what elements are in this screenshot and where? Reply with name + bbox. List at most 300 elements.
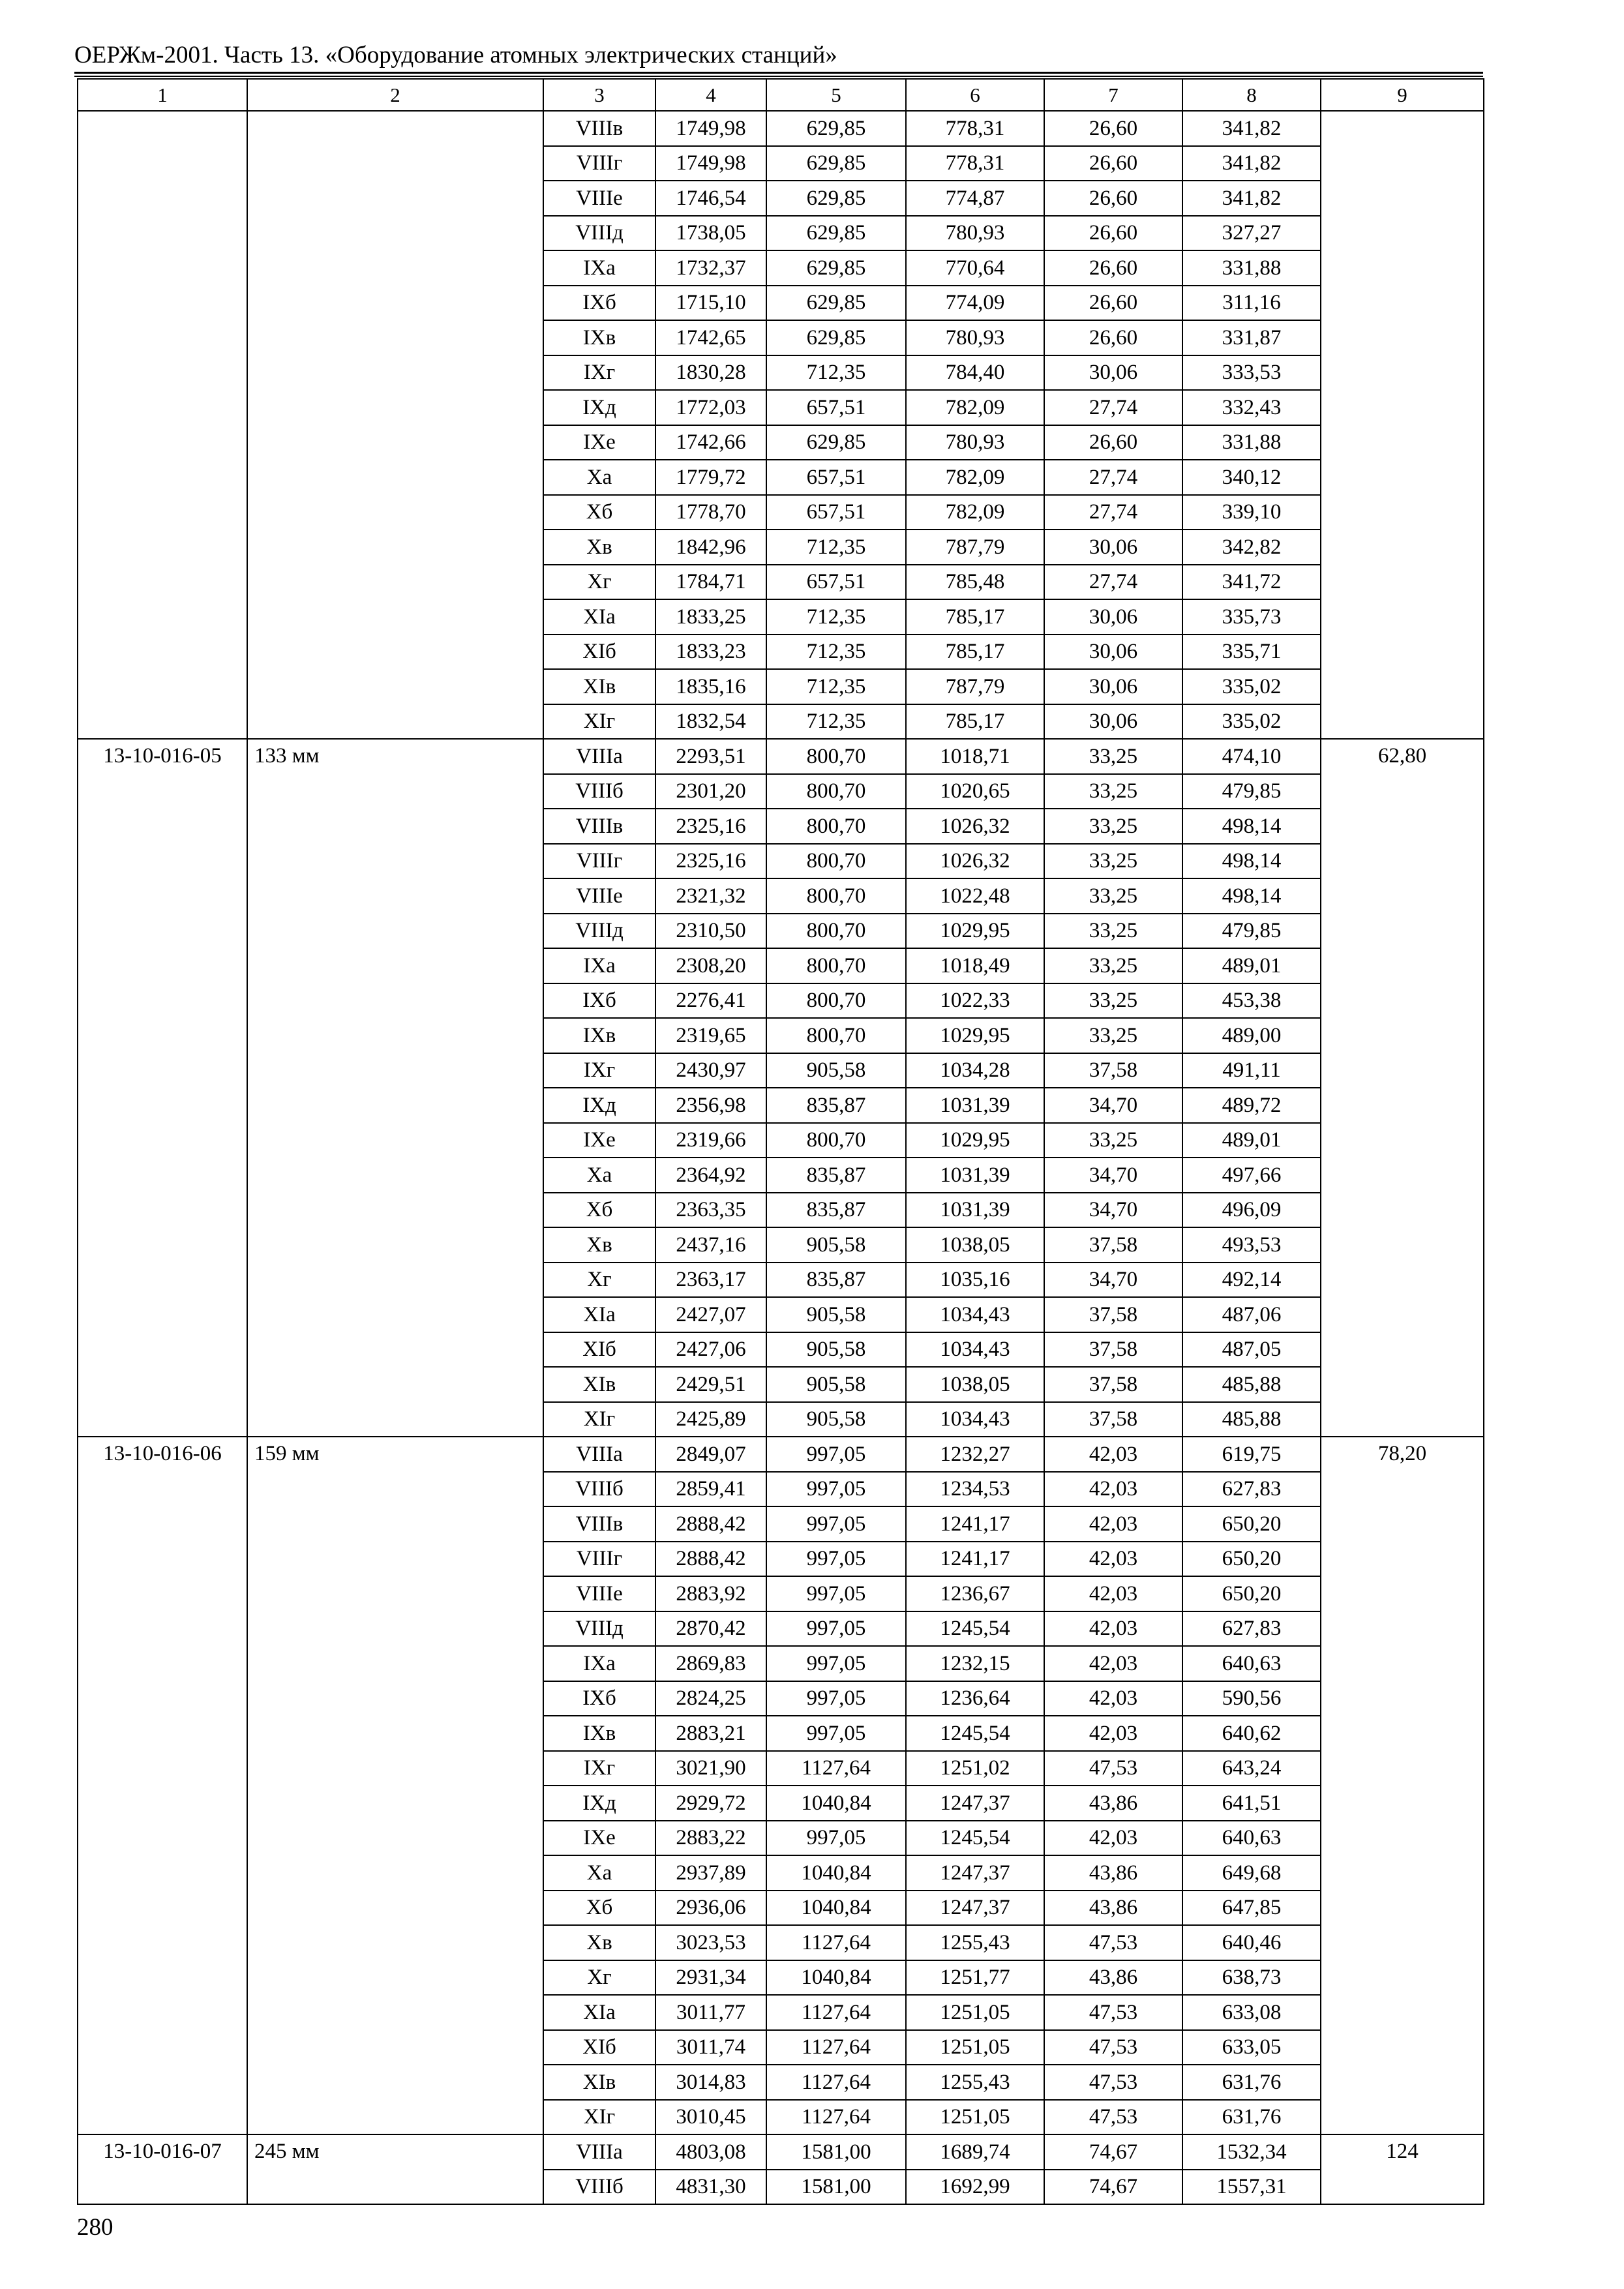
value-cell-col5: 657,51 <box>766 390 906 425</box>
value-cell-col6: 1245,54 <box>906 1611 1044 1647</box>
value-cell-col5: 905,58 <box>766 1332 906 1368</box>
value-cell-col6: 1029,95 <box>906 914 1044 949</box>
value-cell-col5: 800,70 <box>766 844 906 879</box>
column-header-7: 7 <box>1044 79 1182 111</box>
value-cell-col8: 341,82 <box>1182 111 1321 146</box>
rates-table <box>77 78 1484 2205</box>
value-cell-col8: 341,82 <box>1182 146 1321 181</box>
value-cell-col4: 2356,98 <box>655 1088 766 1123</box>
value-cell-col8: 311,16 <box>1182 286 1321 321</box>
value-cell-col6: 782,09 <box>906 390 1044 425</box>
column-number-row <box>78 79 1484 111</box>
value-cell-col4: 2849,07 <box>655 1437 766 1472</box>
value-cell-col5: 629,85 <box>766 320 906 355</box>
value-cell-col6: 1245,54 <box>906 1821 1044 1856</box>
value-cell-col7: 33,25 <box>1044 739 1182 774</box>
category-cell: VIIIд <box>543 216 655 251</box>
value-cell-col7: 47,53 <box>1044 1751 1182 1786</box>
value-cell-col8: 496,09 <box>1182 1193 1321 1228</box>
value-cell-col4: 1772,03 <box>655 390 766 425</box>
value-cell-col8: 497,66 <box>1182 1158 1321 1193</box>
value-cell-col8: 498,14 <box>1182 878 1321 914</box>
value-cell-col8: 485,88 <box>1182 1367 1321 1402</box>
value-cell-col6: 780,93 <box>906 216 1044 251</box>
value-cell-col4: 4803,08 <box>655 2134 766 2170</box>
value-cell-col6: 1251,05 <box>906 2030 1044 2065</box>
column-header-4: 4 <box>655 79 766 111</box>
value-cell-col4: 3021,90 <box>655 1751 766 1786</box>
category-cell: XIг <box>543 1402 655 1437</box>
value-cell-col5: 629,85 <box>766 146 906 181</box>
value-cell-col4: 1742,65 <box>655 320 766 355</box>
value-cell-col7: 26,60 <box>1044 320 1182 355</box>
column-header-5: 5 <box>766 79 906 111</box>
value-cell-col8: 333,53 <box>1182 355 1321 391</box>
value-cell-col4: 2937,89 <box>655 1855 766 1891</box>
value-cell-col7: 42,03 <box>1044 1542 1182 1577</box>
col9-value-cell <box>1321 111 1484 739</box>
value-cell-col4: 2888,42 <box>655 1506 766 1542</box>
value-cell-col5: 800,70 <box>766 948 906 983</box>
value-cell-col6: 787,79 <box>906 669 1044 704</box>
value-cell-col6: 780,93 <box>906 425 1044 460</box>
value-cell-col5: 835,87 <box>766 1193 906 1228</box>
value-cell-col7: 47,53 <box>1044 1995 1182 2030</box>
value-cell-col7: 47,53 <box>1044 2030 1182 2065</box>
value-cell-col6: 1034,43 <box>906 1332 1044 1368</box>
value-cell-col6: 1234,53 <box>906 1472 1044 1507</box>
pipe-diameter-cell: 245 мм <box>247 2134 543 2204</box>
value-cell-col7: 34,70 <box>1044 1158 1182 1193</box>
value-cell-col4: 2308,20 <box>655 948 766 983</box>
category-cell: Xв <box>543 1925 655 1960</box>
value-cell-col7: 33,25 <box>1044 809 1182 844</box>
value-cell-col4: 2325,16 <box>655 844 766 879</box>
value-cell-col6: 1034,28 <box>906 1053 1044 1088</box>
value-cell-col6: 1031,39 <box>906 1193 1044 1228</box>
table-row <box>78 111 1484 146</box>
category-cell: XIа <box>543 1297 655 1332</box>
value-cell-col7: 33,25 <box>1044 983 1182 1019</box>
value-cell-col8: 1532,34 <box>1182 2134 1321 2170</box>
value-cell-col7: 26,60 <box>1044 216 1182 251</box>
category-cell: VIIIе <box>543 1576 655 1611</box>
value-cell-col4: 3014,83 <box>655 2065 766 2100</box>
value-cell-col8: 650,20 <box>1182 1576 1321 1611</box>
value-cell-col7: 27,74 <box>1044 460 1182 495</box>
value-cell-col4: 1833,25 <box>655 599 766 635</box>
value-cell-col6: 1029,95 <box>906 1018 1044 1053</box>
value-cell-col4: 2883,21 <box>655 1716 766 1751</box>
value-cell-col4: 1835,16 <box>655 669 766 704</box>
value-cell-col7: 43,86 <box>1044 1891 1182 1926</box>
value-cell-col5: 800,70 <box>766 739 906 774</box>
value-cell-col4: 1784,71 <box>655 565 766 600</box>
category-cell: XIа <box>543 1995 655 2030</box>
value-cell-col4: 2429,51 <box>655 1367 766 1402</box>
value-cell-col8: 489,72 <box>1182 1088 1321 1123</box>
value-cell-col8: 335,02 <box>1182 669 1321 704</box>
value-cell-col5: 997,05 <box>766 1576 906 1611</box>
category-cell: IXв <box>543 1018 655 1053</box>
value-cell-col5: 1127,64 <box>766 2100 906 2135</box>
category-cell: Xг <box>543 1960 655 1996</box>
value-cell-col4: 2364,92 <box>655 1158 766 1193</box>
value-cell-col7: 42,03 <box>1044 1681 1182 1716</box>
value-cell-col5: 1581,00 <box>766 2134 906 2170</box>
value-cell-col8: 341,72 <box>1182 565 1321 600</box>
value-cell-col7: 37,58 <box>1044 1297 1182 1332</box>
category-cell: Xв <box>543 1227 655 1263</box>
category-cell: VIIIв <box>543 809 655 844</box>
category-cell: XIг <box>543 704 655 740</box>
value-cell-col6: 1020,65 <box>906 774 1044 809</box>
value-cell-col6: 780,93 <box>906 320 1044 355</box>
value-cell-col8: 485,88 <box>1182 1402 1321 1437</box>
col9-value-cell: 62,80 <box>1321 739 1484 1437</box>
category-cell: IXб <box>543 286 655 321</box>
value-cell-col5: 712,35 <box>766 669 906 704</box>
value-cell-col5: 800,70 <box>766 809 906 844</box>
value-cell-col4: 1832,54 <box>655 704 766 740</box>
value-cell-col6: 782,09 <box>906 460 1044 495</box>
table-row <box>78 1437 1484 1472</box>
value-cell-col7: 30,06 <box>1044 530 1182 565</box>
value-cell-col5: 905,58 <box>766 1367 906 1402</box>
value-cell-col7: 42,03 <box>1044 1576 1182 1611</box>
value-cell-col5: 629,85 <box>766 425 906 460</box>
value-cell-col8: 619,75 <box>1182 1437 1321 1472</box>
value-cell-col8: 489,00 <box>1182 1018 1321 1053</box>
value-cell-col7: 37,58 <box>1044 1402 1182 1437</box>
value-cell-col5: 1127,64 <box>766 2030 906 2065</box>
value-cell-col6: 1251,05 <box>906 2100 1044 2135</box>
value-cell-col4: 2427,07 <box>655 1297 766 1332</box>
value-cell-col8: 650,20 <box>1182 1542 1321 1577</box>
value-cell-col4: 2319,65 <box>655 1018 766 1053</box>
table-row <box>78 2134 1484 2170</box>
value-cell-col5: 800,70 <box>766 774 906 809</box>
pipe-diameter-cell <box>247 111 543 739</box>
category-cell: IXд <box>543 1088 655 1123</box>
category-cell: IXа <box>543 948 655 983</box>
category-cell: IXд <box>543 390 655 425</box>
column-header-3: 3 <box>543 79 655 111</box>
category-cell: Xв <box>543 530 655 565</box>
value-cell-col4: 1749,98 <box>655 146 766 181</box>
value-cell-col4: 2437,16 <box>655 1227 766 1263</box>
value-cell-col8: 647,85 <box>1182 1891 1321 1926</box>
col9-value-cell: 78,20 <box>1321 1437 1484 2134</box>
value-cell-col6: 774,09 <box>906 286 1044 321</box>
value-cell-col5: 657,51 <box>766 565 906 600</box>
value-cell-col7: 26,60 <box>1044 181 1182 216</box>
rate-code-cell: 13-10-016-05 <box>78 739 247 1437</box>
value-cell-col5: 905,58 <box>766 1402 906 1437</box>
value-cell-col5: 997,05 <box>766 1821 906 1856</box>
value-cell-col5: 712,35 <box>766 530 906 565</box>
category-cell: Xб <box>543 495 655 530</box>
value-cell-col6: 1689,74 <box>906 2134 1044 2170</box>
category-cell: VIIIв <box>543 111 655 146</box>
value-cell-col7: 74,67 <box>1044 2170 1182 2205</box>
value-cell-col8: 474,10 <box>1182 739 1321 774</box>
value-cell-col4: 3011,77 <box>655 1995 766 2030</box>
value-cell-col5: 905,58 <box>766 1297 906 1332</box>
value-cell-col5: 1581,00 <box>766 2170 906 2205</box>
value-cell-col4: 2363,17 <box>655 1263 766 1298</box>
value-cell-col6: 1247,37 <box>906 1891 1044 1926</box>
value-cell-col8: 479,85 <box>1182 914 1321 949</box>
value-cell-col4: 1738,05 <box>655 216 766 251</box>
value-cell-col4: 2276,41 <box>655 983 766 1019</box>
value-cell-col6: 1232,15 <box>906 1646 1044 1681</box>
value-cell-col8: 633,05 <box>1182 2030 1321 2065</box>
value-cell-col4: 2929,72 <box>655 1786 766 1821</box>
value-cell-col7: 74,67 <box>1044 2134 1182 2170</box>
value-cell-col8: 479,85 <box>1182 774 1321 809</box>
value-cell-col6: 1035,16 <box>906 1263 1044 1298</box>
value-cell-col8: 641,51 <box>1182 1786 1321 1821</box>
value-cell-col6: 1031,39 <box>906 1088 1044 1123</box>
column-header-6: 6 <box>906 79 1044 111</box>
col9-value-cell: 124 <box>1321 2134 1484 2204</box>
value-cell-col7: 47,53 <box>1044 2100 1182 2135</box>
value-cell-col5: 1127,64 <box>766 1925 906 1960</box>
value-cell-col5: 800,70 <box>766 878 906 914</box>
value-cell-col6: 1255,43 <box>906 1925 1044 1960</box>
value-cell-col7: 30,06 <box>1044 635 1182 670</box>
category-cell: VIIIг <box>543 844 655 879</box>
rate-code-cell <box>78 111 247 739</box>
value-cell-col6: 785,17 <box>906 599 1044 635</box>
category-cell: IXг <box>543 355 655 391</box>
category-cell: VIIIе <box>543 878 655 914</box>
value-cell-col6: 1018,49 <box>906 948 1044 983</box>
value-cell-col5: 835,87 <box>766 1263 906 1298</box>
value-cell-col5: 629,85 <box>766 111 906 146</box>
value-cell-col7: 26,60 <box>1044 250 1182 286</box>
category-cell: VIIIа <box>543 2134 655 2170</box>
value-cell-col8: 638,73 <box>1182 1960 1321 1996</box>
value-cell-col5: 629,85 <box>766 286 906 321</box>
value-cell-col4: 1778,70 <box>655 495 766 530</box>
value-cell-col4: 2824,25 <box>655 1681 766 1716</box>
value-cell-col8: 640,63 <box>1182 1821 1321 1856</box>
value-cell-col6: 1022,48 <box>906 878 1044 914</box>
value-cell-col8: 627,83 <box>1182 1472 1321 1507</box>
category-cell: IXд <box>543 1786 655 1821</box>
value-cell-col6: 1236,67 <box>906 1576 1044 1611</box>
value-cell-col4: 2869,83 <box>655 1646 766 1681</box>
value-cell-col5: 997,05 <box>766 1506 906 1542</box>
page-header-title: ОЕРЖм-2001. Часть 13. «Оборудование атомных электрических станций» <box>74 42 837 68</box>
category-cell: IXб <box>543 983 655 1019</box>
value-cell-col4: 4831,30 <box>655 2170 766 2205</box>
value-cell-col6: 1692,99 <box>906 2170 1044 2205</box>
value-cell-col8: 335,02 <box>1182 704 1321 740</box>
value-cell-col6: 778,31 <box>906 111 1044 146</box>
value-cell-col6: 1247,37 <box>906 1786 1044 1821</box>
category-cell: Xг <box>543 1263 655 1298</box>
value-cell-col7: 47,53 <box>1044 1925 1182 1960</box>
value-cell-col6: 785,17 <box>906 704 1044 740</box>
value-cell-col5: 712,35 <box>766 599 906 635</box>
value-cell-col4: 2310,50 <box>655 914 766 949</box>
category-cell: Xа <box>543 460 655 495</box>
category-cell: Xб <box>543 1891 655 1926</box>
value-cell-col8: 498,14 <box>1182 844 1321 879</box>
value-cell-col5: 835,87 <box>766 1158 906 1193</box>
category-cell: IXб <box>543 1681 655 1716</box>
value-cell-col4: 3023,53 <box>655 1925 766 1960</box>
value-cell-col8: 342,82 <box>1182 530 1321 565</box>
value-cell-col6: 1026,32 <box>906 844 1044 879</box>
value-cell-col8: 631,76 <box>1182 2100 1321 2135</box>
value-cell-col7: 42,03 <box>1044 1611 1182 1647</box>
value-cell-col8: 631,76 <box>1182 2065 1321 2100</box>
value-cell-col4: 1732,37 <box>655 250 766 286</box>
value-cell-col6: 1026,32 <box>906 809 1044 844</box>
value-cell-col7: 37,58 <box>1044 1227 1182 1263</box>
value-cell-col6: 1251,02 <box>906 1751 1044 1786</box>
value-cell-col7: 42,03 <box>1044 1646 1182 1681</box>
value-cell-col7: 27,74 <box>1044 565 1182 600</box>
category-cell: Xа <box>543 1855 655 1891</box>
value-cell-col8: 340,12 <box>1182 460 1321 495</box>
value-cell-col4: 1742,66 <box>655 425 766 460</box>
value-cell-col5: 1127,64 <box>766 1751 906 1786</box>
value-cell-col7: 42,03 <box>1044 1821 1182 1856</box>
value-cell-col8: 627,83 <box>1182 1611 1321 1647</box>
column-header-8: 8 <box>1182 79 1321 111</box>
value-cell-col7: 34,70 <box>1044 1088 1182 1123</box>
value-cell-col5: 800,70 <box>766 1123 906 1158</box>
value-cell-col7: 30,06 <box>1044 599 1182 635</box>
value-cell-col6: 1034,43 <box>906 1402 1044 1437</box>
value-cell-col4: 2859,41 <box>655 1472 766 1507</box>
value-cell-col5: 1040,84 <box>766 1891 906 1926</box>
value-cell-col5: 905,58 <box>766 1053 906 1088</box>
value-cell-col5: 1040,84 <box>766 1855 906 1891</box>
value-cell-col5: 712,35 <box>766 635 906 670</box>
value-cell-col8: 640,63 <box>1182 1646 1321 1681</box>
value-cell-col6: 1245,54 <box>906 1716 1044 1751</box>
category-cell: XIв <box>543 1367 655 1402</box>
category-cell: IXг <box>543 1053 655 1088</box>
value-cell-col4: 2321,32 <box>655 878 766 914</box>
value-cell-col4: 1749,98 <box>655 111 766 146</box>
value-cell-col8: 1557,31 <box>1182 2170 1321 2205</box>
value-cell-col5: 997,05 <box>766 1681 906 1716</box>
value-cell-col5: 1127,64 <box>766 1995 906 2030</box>
value-cell-col4: 1830,28 <box>655 355 766 391</box>
category-cell: IXе <box>543 1123 655 1158</box>
value-cell-col8: 335,71 <box>1182 635 1321 670</box>
value-cell-col4: 1746,54 <box>655 181 766 216</box>
value-cell-col4: 2427,06 <box>655 1332 766 1368</box>
value-cell-col6: 785,17 <box>906 635 1044 670</box>
value-cell-col4: 2319,66 <box>655 1123 766 1158</box>
pipe-diameter-cell: 133 мм <box>247 739 543 1437</box>
category-cell: IXа <box>543 1646 655 1681</box>
category-cell: XIб <box>543 635 655 670</box>
value-cell-col7: 43,86 <box>1044 1855 1182 1891</box>
value-cell-col7: 26,60 <box>1044 111 1182 146</box>
pipe-diameter-cell: 159 мм <box>247 1437 543 2134</box>
value-cell-col7: 30,06 <box>1044 669 1182 704</box>
value-cell-col4: 1842,96 <box>655 530 766 565</box>
value-cell-col7: 33,25 <box>1044 844 1182 879</box>
page-number: 280 <box>77 2214 113 2241</box>
value-cell-col8: 327,27 <box>1182 216 1321 251</box>
value-cell-col7: 26,60 <box>1044 286 1182 321</box>
value-cell-col7: 47,53 <box>1044 2065 1182 2100</box>
value-cell-col8: 489,01 <box>1182 948 1321 983</box>
value-cell-col7: 43,86 <box>1044 1786 1182 1821</box>
value-cell-col6: 782,09 <box>906 495 1044 530</box>
value-cell-col7: 37,58 <box>1044 1332 1182 1368</box>
value-cell-col6: 1241,17 <box>906 1542 1044 1577</box>
value-cell-col8: 335,73 <box>1182 599 1321 635</box>
category-cell: VIIIа <box>543 739 655 774</box>
value-cell-col5: 657,51 <box>766 460 906 495</box>
category-cell: IXе <box>543 425 655 460</box>
value-cell-col8: 453,38 <box>1182 983 1321 1019</box>
category-cell: VIIIв <box>543 1506 655 1542</box>
value-cell-col6: 785,48 <box>906 565 1044 600</box>
value-cell-col8: 640,46 <box>1182 1925 1321 1960</box>
value-cell-col7: 34,70 <box>1044 1263 1182 1298</box>
header-rule <box>74 72 1483 74</box>
value-cell-col5: 997,05 <box>766 1472 906 1507</box>
category-cell: VIIIб <box>543 774 655 809</box>
value-cell-col6: 787,79 <box>906 530 1044 565</box>
value-cell-col4: 2363,35 <box>655 1193 766 1228</box>
value-cell-col7: 33,25 <box>1044 948 1182 983</box>
value-cell-col5: 800,70 <box>766 914 906 949</box>
value-cell-col5: 629,85 <box>766 216 906 251</box>
value-cell-col5: 997,05 <box>766 1716 906 1751</box>
value-cell-col7: 42,03 <box>1044 1716 1182 1751</box>
value-cell-col4: 2936,06 <box>655 1891 766 1926</box>
value-cell-col8: 331,88 <box>1182 425 1321 460</box>
value-cell-col5: 1127,64 <box>766 2065 906 2100</box>
value-cell-col8: 491,11 <box>1182 1053 1321 1088</box>
value-cell-col4: 3010,45 <box>655 2100 766 2135</box>
category-cell: VIIIд <box>543 914 655 949</box>
value-cell-col5: 997,05 <box>766 1646 906 1681</box>
rate-code-cell: 13-10-016-06 <box>78 1437 247 2134</box>
value-cell-col5: 800,70 <box>766 1018 906 1053</box>
value-cell-col7: 33,25 <box>1044 1018 1182 1053</box>
value-cell-col5: 800,70 <box>766 983 906 1019</box>
value-cell-col7: 33,25 <box>1044 774 1182 809</box>
category-cell: VIIIб <box>543 1472 655 1507</box>
value-cell-col7: 42,03 <box>1044 1472 1182 1507</box>
value-cell-col8: 590,56 <box>1182 1681 1321 1716</box>
value-cell-col6: 1038,05 <box>906 1367 1044 1402</box>
value-cell-col8: 650,20 <box>1182 1506 1321 1542</box>
value-cell-col7: 37,58 <box>1044 1053 1182 1088</box>
value-cell-col5: 1040,84 <box>766 1786 906 1821</box>
value-cell-col8: 331,87 <box>1182 320 1321 355</box>
value-cell-col8: 498,14 <box>1182 809 1321 844</box>
value-cell-col6: 1018,71 <box>906 739 1044 774</box>
value-cell-col7: 33,25 <box>1044 878 1182 914</box>
value-cell-col7: 42,03 <box>1044 1506 1182 1542</box>
value-cell-col5: 712,35 <box>766 704 906 740</box>
